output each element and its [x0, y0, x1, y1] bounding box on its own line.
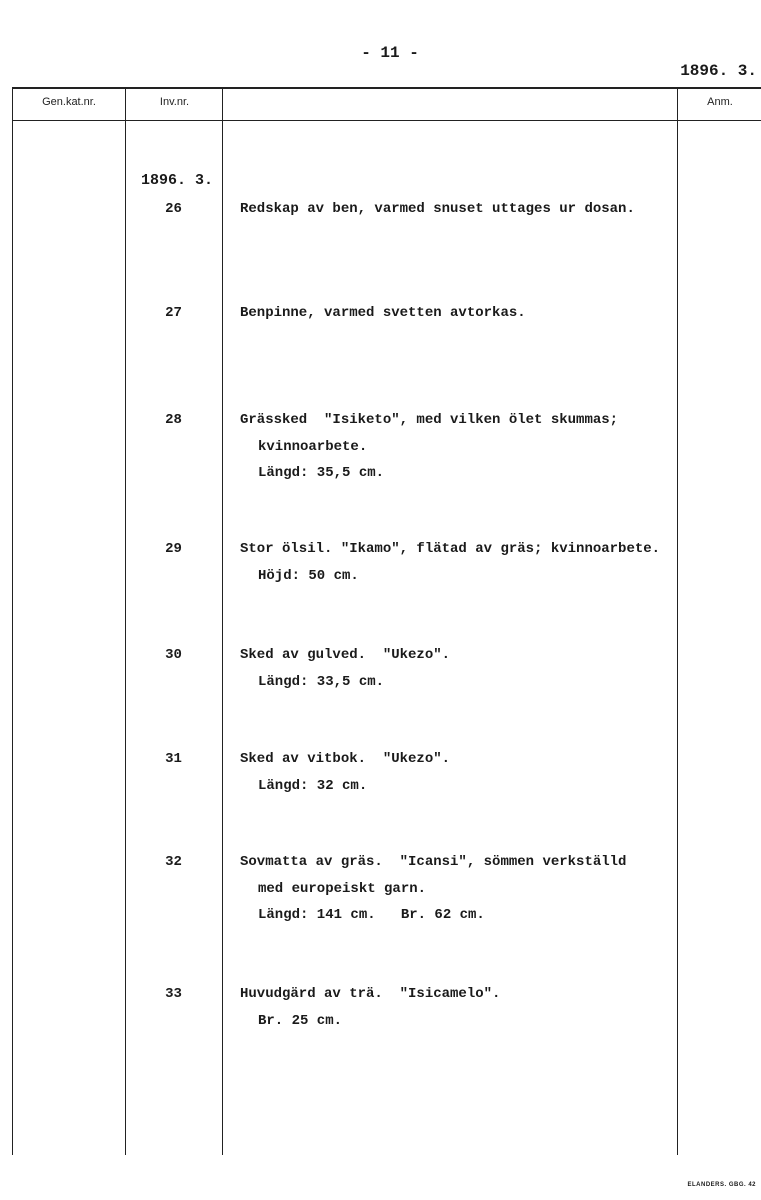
entry-description — [240, 196, 680, 223]
entry-line: Sovmatta av gräs. "Icansi", sömmen verkställd — [240, 854, 627, 870]
page-number: - 11 - — [361, 44, 419, 62]
column-rule-inv-desc — [222, 87, 223, 1155]
entry-number: 30 — [165, 647, 182, 663]
entry-description — [240, 746, 680, 799]
entry-line: Längd: 33,5 cm. — [258, 673, 385, 690]
entry-description — [240, 536, 680, 589]
series-header: 1896. 3. — [680, 62, 757, 80]
entry-line: Sked av vitbok. "Ukezo". — [240, 751, 451, 767]
entry-line: Längd: 141 cm. Br. 62 cm. — [258, 907, 485, 923]
entry-description — [240, 849, 680, 929]
entry-line: Höjd: 50 cm. — [258, 567, 359, 584]
entry-line: Benpinne, varmed svetten avtorkas. — [240, 305, 526, 321]
entry-number: 31 — [165, 751, 182, 767]
entry-line: Huvudgärd av trä. "Isicamelo". — [240, 986, 501, 1002]
entry-description — [240, 981, 680, 1034]
column-header-inv-nr: Inv.nr. — [159, 96, 190, 108]
entry-line: kvinnoarbete. — [258, 438, 368, 455]
entry-line: Stor ölsil. "Ikamo", flätad av gräs; kvinnoarbete. — [240, 541, 661, 557]
printer-mark: ELANDERS. GBG. 42 — [687, 1182, 756, 1188]
entry-description — [240, 407, 680, 487]
entry-line: Br. 25 cm. — [258, 1012, 343, 1029]
column-header-gen-kat-nr: Gen.kat.nr. — [42, 96, 96, 108]
entry-number: 29 — [165, 541, 182, 557]
entry-line: med europeiskt garn. — [258, 880, 427, 897]
series-label: 1896. 3. — [141, 172, 214, 189]
entry-line: Sked av gulved. "Ukezo". — [240, 647, 451, 663]
entry-number: 28 — [165, 412, 182, 428]
entry-line: Längd: 32 cm. — [258, 777, 368, 794]
entry-description — [240, 642, 680, 695]
entry-line: Redskap av ben, varmed snuset uttages ur dosan. — [240, 201, 635, 217]
column-header-anm: Anm. — [707, 96, 733, 108]
column-rule-left — [12, 87, 13, 1155]
entry-description — [240, 300, 680, 327]
entry-line: Längd: 35,5 cm. — [258, 465, 385, 481]
entry-number: 27 — [165, 305, 182, 321]
entry-line: Grässked "Isiketo", med vilken ölet skummas; — [240, 412, 619, 428]
entry-number: 26 — [165, 201, 182, 217]
entry-number: 33 — [165, 986, 182, 1002]
entry-number: 32 — [165, 854, 182, 870]
